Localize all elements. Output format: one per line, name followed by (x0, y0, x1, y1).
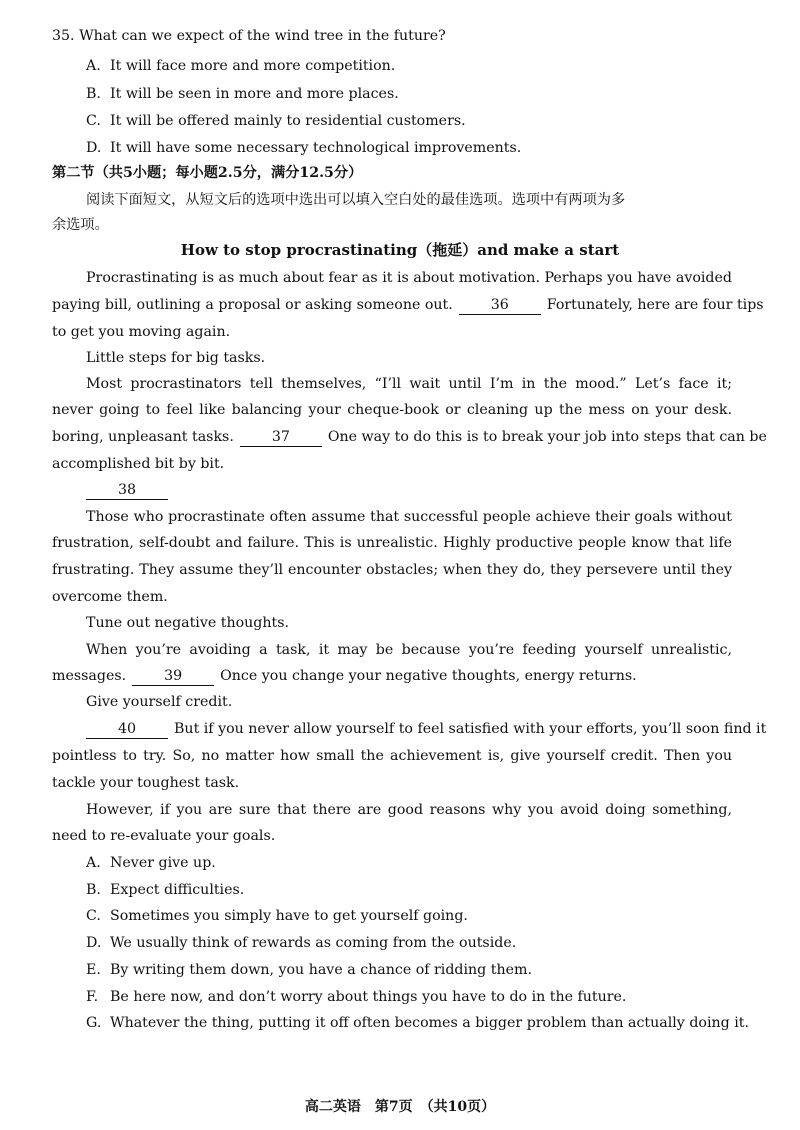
paragraph-2-line-3 (52, 427, 767, 447)
paragraph-6-line-1: However, if you are sure that there are good reasons why you avoid doing something, (86, 802, 732, 818)
option-text: It will face more and more competition. (110, 58, 396, 74)
page-footer: 高二英语 第7页 （共10页） (304, 1099, 496, 1115)
blank-38-line (86, 480, 174, 500)
choice-f (86, 987, 626, 1007)
choice-letter: D. (86, 935, 102, 951)
paragraph-5-line-1 (86, 719, 767, 739)
blank-37[interactable]: 37 (240, 428, 322, 447)
section-heading: 第二节（共5小题；每小题2.5分，满分12.5分） (52, 165, 363, 181)
choice-c (86, 906, 468, 926)
option-text: It will have some necessary technological improvements. (110, 140, 522, 156)
option-letter: A. (86, 58, 101, 74)
choice-b (86, 880, 244, 900)
option-text: It will be offered mainly to residential customers. (110, 113, 466, 129)
choice-letter: E. (86, 962, 101, 978)
choice-text: We usually think of rewards as coming from the outside. (110, 935, 517, 951)
choice-g (86, 1013, 749, 1033)
choice-text: Expect difficulties. (110, 882, 245, 898)
subheading-tune-out: Tune out negative thoughts. (86, 615, 289, 631)
blank-40[interactable]: 40 (86, 720, 168, 739)
q35-option-a (86, 56, 395, 76)
choice-d (86, 933, 516, 953)
passage-title: How to stop procrastinating（拖延）and make a start (180, 241, 620, 259)
question-35-stem: 35. What can we expect of the wind tree in the future? (52, 28, 446, 44)
paragraph-5-line-2: pointless to try. So, no matter how small the achievement is, give yourself credit. Then you (52, 748, 732, 764)
paragraph-1-line-2 (52, 295, 764, 315)
paragraph-6-line-2: need to re-evaluate your goals. (52, 828, 276, 844)
paragraph-2-line-2: never going to feel like balancing your cheque-book or cleaning up the mess on your desk. (52, 402, 732, 418)
choice-letter: C. (86, 908, 101, 924)
paragraph-1-line-3: to get you moving again. (52, 324, 231, 340)
paragraph-1-line-1: Procrastinating is as much about fear as it is about motivation. Perhaps you have avoided (86, 270, 732, 286)
option-letter: C. (86, 113, 101, 129)
paragraph-3-line-1: Those who procrastinate often assume that successful people achieve their goals without (86, 509, 732, 525)
choice-text: Be here now, and don’t worry about things you have to do in the future. (110, 989, 627, 1005)
choice-text: By writing them down, you have a chance of ridding them. (110, 962, 532, 978)
paragraph-2-line-4: accomplished bit by bit. (52, 456, 225, 472)
paragraph-3-line-4: overcome them. (52, 589, 168, 605)
paragraph-5-line-3: tackle your toughest task. (52, 775, 240, 791)
paragraph-2-line-1: Most procrastinators tell themselves, “I’ll wait until I’m in the mood.” Let’s face it; (86, 376, 732, 392)
choice-letter: G. (86, 1015, 102, 1031)
subheading-give-credit: Give yourself credit. (86, 694, 233, 710)
paragraph-3-line-3: frustrating. They assume they’ll encounter obstacles; when they do, they persevere until they (52, 562, 732, 578)
choice-letter: F. (86, 989, 99, 1005)
paragraph-4-line-2 (52, 666, 732, 686)
choice-letter: B. (86, 882, 101, 898)
choice-letter: A. (86, 855, 101, 871)
q35-option-c (86, 111, 466, 131)
paragraph-text: paying bill, outlining a proposal or asking someone out. (52, 297, 453, 313)
paragraph-text: boring, unpleasant tasks. (52, 429, 234, 445)
paragraph-text: One way to do this is to break your job into steps that can be (327, 429, 767, 445)
option-text: It will be seen in more and more places. (110, 86, 399, 102)
paragraph-text: messages. (52, 668, 127, 684)
paragraph-text: But if you never allow yourself to feel satisfied with your efforts, you’ll soon find it (174, 721, 767, 737)
paragraph-3-line-2: frustration, self-doubt and failure. This is unrealistic. Highly productive people know that life (52, 535, 732, 551)
blank-36[interactable]: 36 (459, 296, 541, 315)
paragraph-text: Once you change your negative thoughts, energy returns. (220, 668, 637, 684)
choice-a (86, 853, 216, 873)
option-letter: B. (86, 86, 101, 102)
q35-option-b (86, 84, 399, 104)
subheading-little-steps: Little steps for big tasks. (86, 350, 266, 366)
q35-option-d (86, 138, 521, 158)
section-instruction-line2: 余选项。 (52, 217, 109, 233)
paragraph-text: Fortunately, here are four tips (546, 297, 764, 313)
blank-38[interactable]: 38 (86, 481, 168, 500)
option-letter: D. (86, 140, 102, 156)
section-instruction-line1: 阅读下面短文，从短文后的选项中选出可以填入空白处的最佳选项。选项中有两项为多 (86, 192, 626, 208)
choice-text: Whatever the thing, putting it off often becomes a bigger problem than actually doing it. (110, 1015, 749, 1031)
blank-39[interactable]: 39 (132, 667, 214, 686)
choice-text: Sometimes you simply have to get yourself going. (110, 908, 468, 924)
choice-text: Never give up. (110, 855, 216, 871)
paragraph-4-line-1: When you’re avoiding a task, it may be because you’re feeding yourself unrealistic, (86, 642, 732, 658)
choice-e (86, 960, 532, 980)
